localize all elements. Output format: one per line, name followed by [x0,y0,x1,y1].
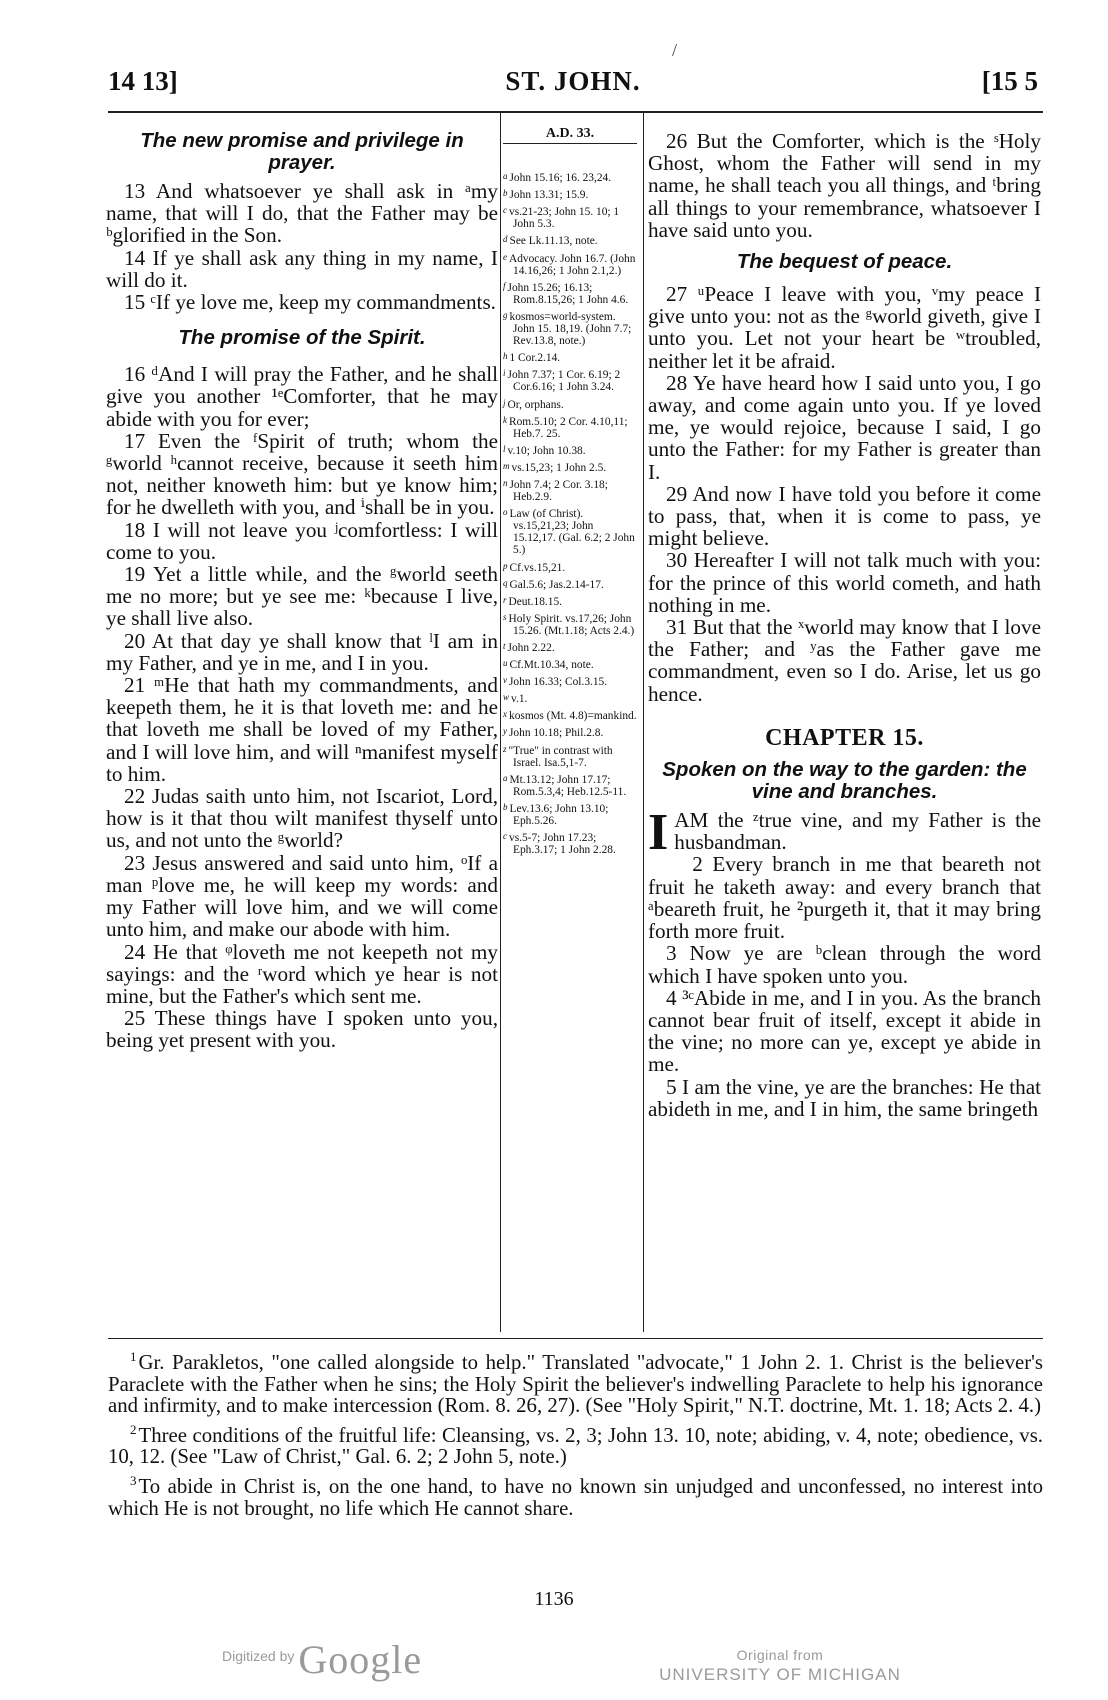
cross-reference [503,367,637,393]
cross-reference [503,414,637,440]
verse: 21 ᵐHe that hath my commandments, and keepeth them, he it is that loveth me: and he that loveth me shall be loved of my Father, and I will love him, and will ⁿmanifest myself to him. [106,673,498,786]
cross-reference [503,187,637,201]
cross-reference [503,640,637,654]
section-heading: The bequest of peace. [736,250,953,274]
verse: 5 I am the vine, ye are the branches: He that abideth in me, and I in him, the same bringeth [648,1074,1041,1121]
cross-reference [503,443,637,457]
column-divider-right [643,112,644,1332]
reference-letter: a [503,772,508,783]
reference-text: Mt.13.12; John 17.17; Rom.5.3,4; Heb.12.5-11. [509,773,627,798]
cross-reference [503,170,637,184]
cross-reference [503,594,637,608]
cross-reference [503,309,637,347]
digitized-watermark [222,1636,422,1686]
verse: 18 I will not leave you ʲcomfortless: I will come to you. [106,517,498,564]
verse: 14 If ye shall ask any thing in my name, I will do it. [106,245,498,292]
reference-text: v.1. [511,693,528,706]
verse: 23 Jesus answered and said unto him, ᵒIf a man ᵖlove me, he will keep my words: and my Father will love him, and we will come unto him, and make our abode with him. [106,850,498,942]
reference-letter: a [503,171,508,182]
reference-text: John 15.16; 16. 23,24. [509,172,612,185]
verse: 26 But the Comforter, which is the ˢHoly Ghost, whom the Father will send in my name, he shall teach you all things, and ᵗbring all things to your remembrance, whatsoever I have said unto you. [648,129,1041,242]
cross-reference [503,251,637,277]
reference-letter: q [503,577,508,588]
running-head [108,60,1038,100]
reference-text: kosmos=world-system. John 15. 18,19. (John 7.7; Rev.13.8, note.) [509,310,632,348]
google-logo: Google [298,1637,423,1682]
cross-reference [503,743,637,769]
cross-reference [503,477,637,503]
cross-reference [503,280,637,306]
reference-text: Cf.Mt.10.34, note. [509,659,594,672]
cross-reference [503,397,637,411]
institution-label: UNIVERSITY OF MICHIGAN [659,1665,901,1684]
reference-text: vs.5-7; John 17.23; Eph.3.17; 1 John 2.28. [509,832,616,857]
cross-reference [503,725,637,739]
verse: 22 Judas saith unto him, not Iscariot, Lord, how is it that thou wilt manifest thyself unto us, and not unto the ᵍworld? [106,784,498,853]
reference-text: kosmos (Mt. 4.8)=mankind. [509,710,637,723]
cross-reference [503,460,637,474]
cross-reference [503,708,637,722]
drop-cap: I [648,804,669,862]
reference-letter: i [503,368,506,379]
reference-letter: d [503,234,508,245]
verse: 24 He that ᵠloveth me not keepeth not my sayings: and the ʳword which ye hear is not mine, but the Father's which sent me. [106,939,498,1008]
reference-letter: p [503,560,508,571]
footnote-number: 3 [130,1472,137,1488]
reference-letter: b [503,188,508,199]
reference-letter: m [503,460,510,471]
cross-reference [503,691,637,705]
digitized-by-label: Digitized by [222,1648,295,1664]
column-divider-left [500,112,501,1332]
verse: 3 Now ye are ᵇclean through the word which I have spoken unto you. [648,941,1041,988]
reference-text: John 15.26; 16.13; Rom.8.15,26; 1 John 4.6. [507,281,629,306]
reference-letter: l [503,443,506,454]
section-heading: Spoken on the way to the garden: the vine and branches. [662,758,1027,804]
reference-text: John 10.18; Phil.2.8. [509,727,604,740]
reference-letter: s [503,611,507,622]
footnote-text: To abide in Christ is, on the one hand, to have no known sin unjudged and unconfessed, no interest into which He is not brought, no life which He cannot share. [108,1474,1043,1520]
verse-text: AM the ᶻtrue vine, and my Father is the husbandman. [674,808,1041,855]
verse [648,804,1041,862]
cross-reference-column [503,128,637,859]
cross-reference [503,801,637,827]
verse: 27 ᵘPeace I leave with you, ᵛmy peace I give unto you: not as the ᵍworld giveth, give I unto you. Let not your heart be ʷtroubled, neither let it be afraid. [648,282,1041,373]
reference-letter: x [503,709,507,720]
cross-reference [503,674,637,688]
verse: 16 ᵈAnd I will pray the Father, and he shall give you another ¹ᵉComforter, that he may abide with you for ever; [106,362,498,431]
verse: 4 ³ᶜAbide in me, and I in you. As the branch cannot bear fruit of itself, except it abide in the vine; no more can ye, except ye abide in me. [648,985,1041,1077]
cross-reference [503,350,637,364]
reference-text: "True" in contrast with Israel. Isa.5,1-7. [508,744,613,769]
section-heading: The new promise and privilege in prayer. [140,129,464,174]
reference-letter: n [503,477,508,488]
reference-letter: e [503,251,507,262]
reference-letter: h [503,351,508,362]
reference-letter: j [503,397,506,408]
header-rule [108,111,1043,113]
verse: 29 And now I have told you before it come to pass, that, when it is come to pass, ye might believe. [648,481,1041,551]
reference-letter: g [503,309,508,320]
cross-reference [503,560,637,574]
reference-text: Deut.18.15. [508,595,562,608]
verse: 20 At that day ye shall know that ˡI am in my Father, and ye in me, and I in you. [106,628,498,675]
footnote-text: Gr. Parakletos, "one called alongside to help." Translated "advocate," 1 John 2. 1. Christ is the believer's Paraclete with the Father when he sins; the Holy Spirit the believer's indwelling Paraclete to help his ignorance and infirmity, and to make intercession (Rom. 8. 26, 27). (See "Holy Spirit," N.T. doctrine, Mt. 1. 18; Acts 2. 4.) [108,1351,1043,1418]
reference-text: John 7.4; 2 Cor. 3.18; Heb.2.9. [509,478,608,504]
reference-text: vs.21-23; John 15. 10; 1 John 5.3. [509,206,620,231]
reference-text: Advocacy. John 16.7. (John 14.16,26; 1 John 2.1,2.) [509,252,636,277]
cross-reference [503,657,637,671]
reference-text: 1 Cor.2.14. [509,352,561,365]
reference-letter: f [503,280,506,291]
reference-letter: v [503,675,507,686]
reference-text: Or, orphans. [507,398,564,411]
reference-text: Holy Spirit. vs.17,26; John 15.26. (Mt.1.18; Acts 2.4.) [508,612,635,637]
verse: 25 These things have I spoken unto you, being yet present with you. [106,1006,498,1053]
verse: 19 Yet a little while, and the ᵍworld seeth me no more; but ye see me: ᵏbecause I live, ye shall live also. [106,562,498,631]
page-number: 1136 [534,1588,574,1610]
reference-letter: c [503,831,507,842]
footnote-number: 2 [130,1421,137,1437]
original-from-label: Original from [736,1647,824,1663]
running-head-right: [15 5 [981,66,1038,96]
right-text-column [648,124,1041,1120]
left-text-column [106,124,498,1052]
reference-letter: w [503,692,510,703]
reference-text: vs.15,23; 1 John 2.5. [511,461,607,474]
chapter-heading: CHAPTER 15. [765,724,924,751]
reference-letter: y [503,726,507,737]
reference-text: John 7.37; 1 Cor. 6.19; 2 Cor.6.16; 1 John 3.24. [507,369,621,394]
reference-letter: b [503,801,508,812]
cross-reference [503,830,637,856]
running-head-left: 14 13] [108,66,178,96]
reference-text: John 13.31; 15.9. [509,189,589,202]
footnote-rule [108,1338,1043,1339]
reference-letter: k [503,414,507,425]
verse: 13 And whatsoever ye shall ask in ᵃmy name, that will I do, that the Father may be ᵇglorified in the Son. [106,179,498,248]
reference-letter: o [503,507,508,518]
reference-text: John 2.22. [507,642,555,654]
running-head-title: ST. JOHN. [505,66,641,96]
cross-reference [503,506,637,556]
verse: 31 But that the ˣworld may know that I love the Father; and ʸas the Father gave me commandment, even so I do. Arise, let us go hence. [648,615,1041,706]
verse: 17 Even the ᶠSpirit of truth; whom the ᵍworld ʰcannot receive, because it seeth him not, neither knoweth him: but ye know him; for he dwelleth with you, and ⁱshall be in you. [106,428,498,520]
reference-text: Rom.5.10; 2 Cor. 4.10,11; Heb.7. 25. [509,415,628,440]
reference-text: Law (of Christ). vs.15,21,23; John 15.12,17. (Gal. 6.2; 2 John 5.) [509,508,635,557]
reference-letter: r [503,594,507,605]
reference-text: Cf.vs.15,21. [509,561,566,574]
footnote [108,1419,1043,1468]
footnotes [108,1346,1043,1521]
reference-text: Lev.13.6; John 13.10; Eph.5.26. [509,802,609,828]
cross-reference [503,204,637,230]
cross-reference [503,772,637,798]
cross-reference [503,577,637,591]
footnote-text: Three conditions of the fruitful life: Cleansing, vs. 2, 3; John 13. 10, note; abiding, v. 4, note; obedience, vs. 10, 12. (See "Law of Christ," Gal. 6. 2; 2 John 5, note.) [108,1423,1043,1469]
date-heading: A.D. 33. [503,128,637,144]
footnote [108,1470,1043,1519]
footnote-number: 1 [130,1349,137,1364]
verse: 2 Every branch in me that beareth not fruit he taketh away: and every branch that ᵃbeareth fruit, he ²purgeth it, that it may bring forth more fruit. [648,852,1041,944]
reference-text: Gal.5.6; Jas.2.14-17. [509,578,604,591]
reference-text: See Lk.11.13, note. [509,235,598,248]
verse: 30 Hereafter I will not talk much with you: for the prince of this world cometh, and hath nothing in me. [648,548,1041,617]
reference-letter: c [503,205,507,216]
section-heading: The promise of the Spirit. [178,326,426,350]
original-from-watermark [650,1645,910,1685]
reference-text: v.10; John 10.38. [507,444,586,457]
verse: 28 Ye have heard how I said unto you, I go away, and come again unto you. If ye loved me, ye would rejoice, because I said, I go unto the Father: for my Father is greater than I. [648,370,1041,484]
reference-list [503,170,637,856]
cross-reference [503,233,637,247]
reference-text: John 16.33; Col.3.15. [509,676,608,689]
verse: 15 ᶜIf ye love me, keep my commandments. [124,290,496,315]
reference-letter: z [503,743,507,754]
reference-letter: u [503,658,508,669]
cross-reference [503,611,637,637]
footnote [108,1346,1043,1417]
pen-mark: / [672,40,678,60]
reference-letter: t [503,641,506,651]
